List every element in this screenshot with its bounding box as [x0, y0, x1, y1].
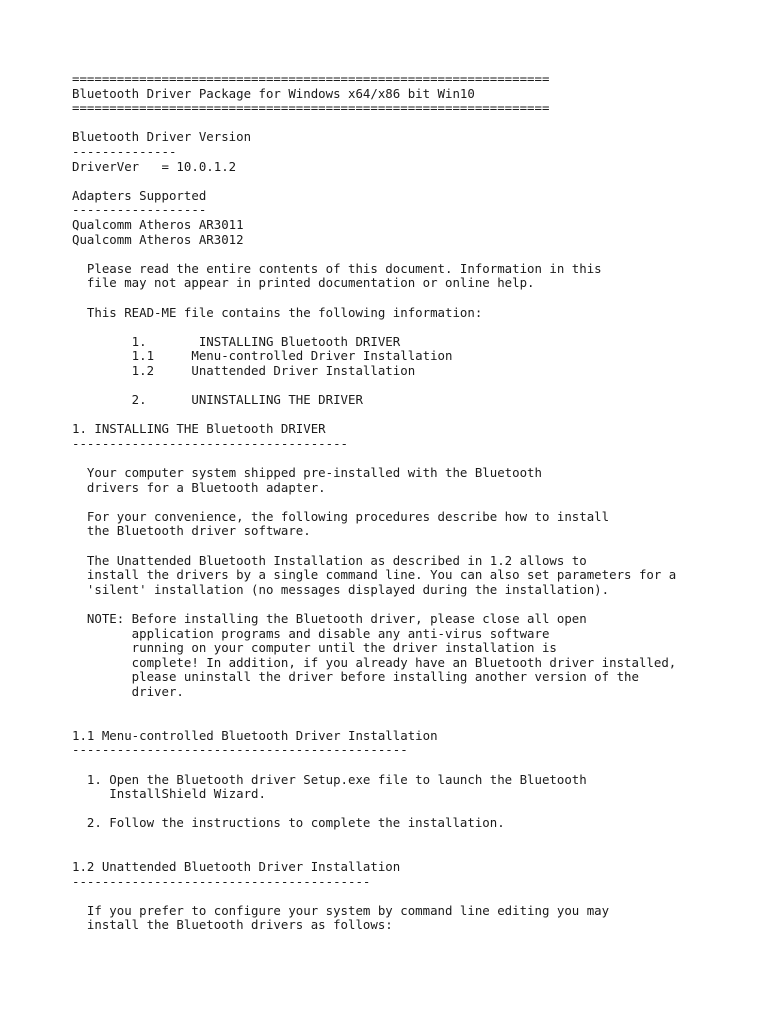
- blank-line: [72, 291, 676, 306]
- text-line: 'silent' installation (no messages displayed during the installation).: [72, 581, 610, 597]
- text-line: ================================================================: [72, 71, 550, 86]
- text-line: This READ-ME file contains the following information:: [72, 304, 483, 320]
- text-line: ---------------------------------------------: [72, 742, 408, 758]
- blank-line: [72, 889, 676, 904]
- text-line: driver.: [72, 683, 184, 699]
- blank-line: [72, 408, 676, 423]
- text-line: Your computer system shipped pre-installed with the Bluetooth: [72, 465, 542, 481]
- blank-line: [72, 378, 676, 393]
- blank-line: [72, 714, 676, 729]
- blank-line: [72, 597, 676, 612]
- blank-line: [72, 247, 676, 262]
- text-line: The Unattended Bluetooth Installation as described in 1.2 allows to: [72, 552, 587, 568]
- text-line: NOTE: Before installing the Bluetooth driver, please close all open: [72, 610, 587, 626]
- text-line: Bluetooth Driver Package for Windows x64/x86 bit Win10: [72, 85, 475, 101]
- blank-line: [72, 539, 676, 554]
- blank-line: [72, 845, 676, 860]
- readme-text: [72, 72, 676, 933]
- blank-line: [72, 700, 676, 715]
- text-line: 1. INSTALLING THE Bluetooth DRIVER: [72, 421, 326, 437]
- blank-line: [72, 831, 676, 846]
- text-line: InstallShield Wizard.: [72, 786, 266, 802]
- text-line: the Bluetooth driver software.: [72, 523, 311, 539]
- text-line: ------------------: [72, 202, 207, 218]
- text-line: Qualcomm Atheros AR3012: [72, 231, 244, 247]
- text-line: ----------------------------------------: [72, 873, 371, 889]
- text-line: 1.2 Unattended Bluetooth Driver Installation: [72, 859, 401, 875]
- text-line: Adapters Supported: [72, 187, 207, 203]
- blank-line: [72, 758, 676, 773]
- text-line: Please read the entire contents of this document. Information in this: [72, 260, 602, 276]
- text-line: 1. Open the Bluetooth driver Setup.exe file to launch the Bluetooth: [72, 771, 587, 787]
- text-line: -------------------------------------: [72, 435, 349, 451]
- text-line: please uninstall the driver before installing another version of the: [72, 669, 639, 685]
- text-line: 2. UNINSTALLING THE DRIVER: [72, 392, 363, 408]
- text-line: --------------: [72, 143, 177, 159]
- text-line: Bluetooth Driver Version: [72, 129, 252, 145]
- text-line: file may not appear in printed documentation or online help.: [72, 275, 535, 291]
- blank-line: [72, 802, 676, 817]
- text-line: install the drivers by a single command line. You can also set parameters for a: [72, 567, 677, 583]
- text-line: ================================================================: [72, 100, 550, 116]
- text-line: 1. INSTALLING Bluetooth DRIVER: [72, 333, 401, 349]
- text-line: running on your computer until the driver installation is: [72, 640, 557, 656]
- text-line: 1.2 Unattended Driver Installation: [72, 362, 416, 378]
- blank-line: [72, 320, 676, 335]
- blank-line: [72, 116, 676, 131]
- blank-line: [72, 495, 676, 510]
- text-line: If you prefer to configure your system by command line editing you may: [72, 902, 610, 918]
- text-line: 1.1 Menu-controlled Driver Installation: [72, 348, 453, 364]
- text-line: complete! In addition, if you already have an Bluetooth driver installed,: [72, 654, 677, 670]
- blank-line: [72, 174, 676, 189]
- text-line: drivers for a Bluetooth adapter.: [72, 479, 326, 495]
- text-line: Qualcomm Atheros AR3011: [72, 216, 244, 232]
- text-line: For your convenience, the following procedures describe how to install: [72, 508, 610, 524]
- text-line: DriverVer = 10.0.1.2: [72, 158, 237, 174]
- text-line: 2. Follow the instructions to complete the installation.: [72, 815, 505, 831]
- blank-line: [72, 451, 676, 466]
- text-line: install the Bluetooth drivers as follows:: [72, 917, 393, 933]
- text-line: 1.1 Menu-controlled Bluetooth Driver Installation: [72, 727, 438, 743]
- text-line: application programs and disable any anti-virus software: [72, 625, 550, 641]
